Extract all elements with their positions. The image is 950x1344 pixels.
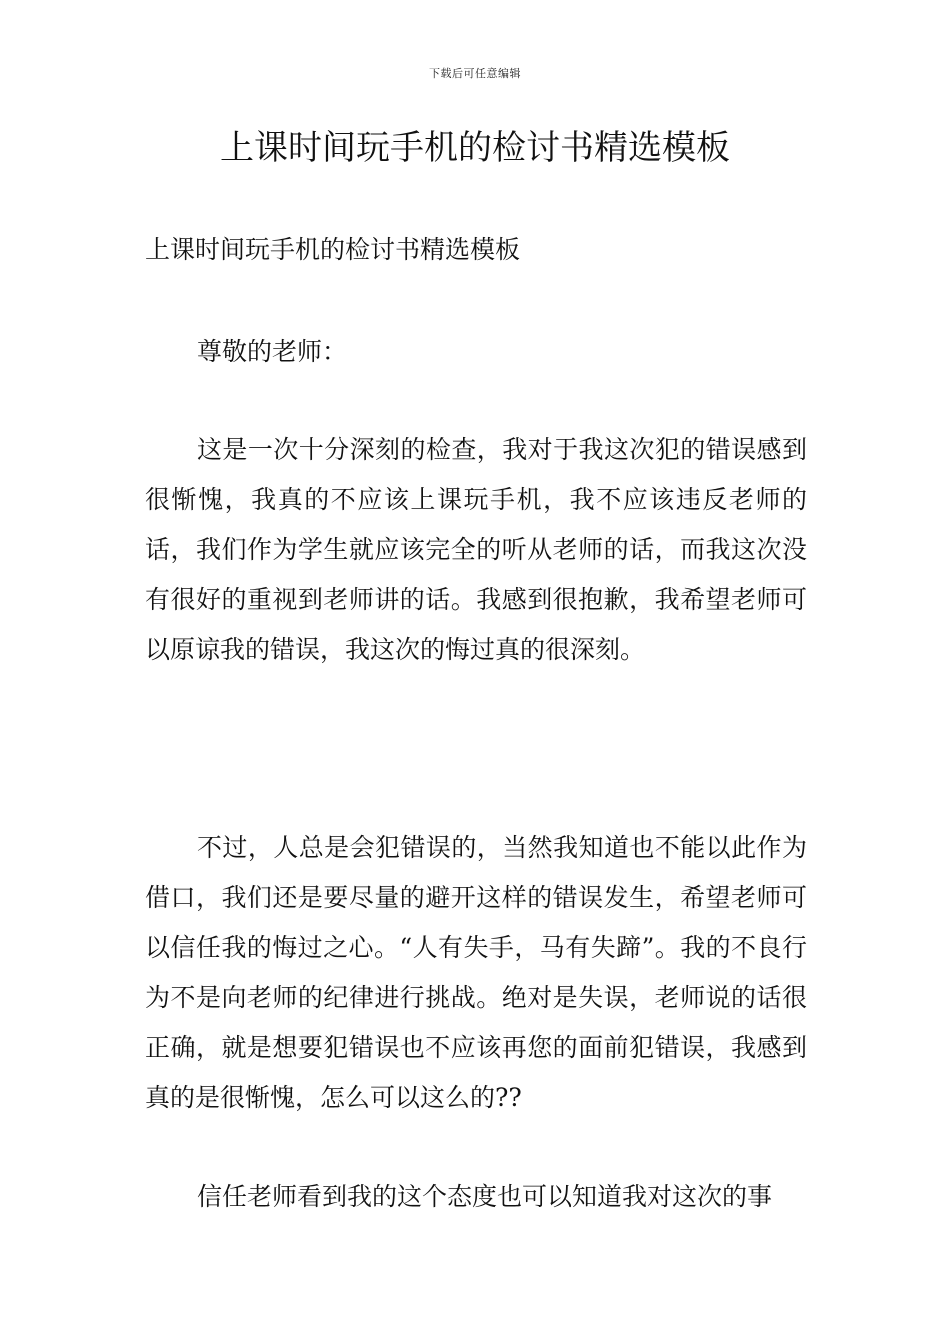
- paragraph-3: 信任老师看到我的这个态度也可以知道我对这次的事: [197, 1182, 773, 1211]
- document-subtitle: 上课时间玩手机的检讨书精选模板: [145, 235, 521, 264]
- paragraph-2: 不过，人总是会犯错误的，当然我知道也不能以此作为借口，我们还是要尽量的避开这样的错误发生，希望老师可以信任我的悔过之心。“人有失手，马有失蹄”。我的不良行为不是向老师的纪律进行挑战。绝对是失误，老师说的话很正确，就是想要犯错误也不应该再您的面前犯错误，我感到真的是很惭愧，怎么可以这么的??: [145, 833, 807, 1112]
- paragraph-1: 这是一次十分深刻的检查，我对于我这次犯的错误感到很惭愧，我真的不应该上课玩手机，我不应该违反老师的话，我们作为学生就应该完全的听从老师的话，而我这次没有很好的重视到老师讲的话。我感到很抱歉，我希望老师可以原谅我的错误，我这次的悔过真的很深刻。: [145, 435, 807, 664]
- document-title: 上课时间玩手机的检讨书精选模板: [220, 128, 730, 168]
- salutation: 尊敬的老师：: [197, 337, 348, 366]
- header-note: 下载后可任意编辑: [429, 67, 521, 80]
